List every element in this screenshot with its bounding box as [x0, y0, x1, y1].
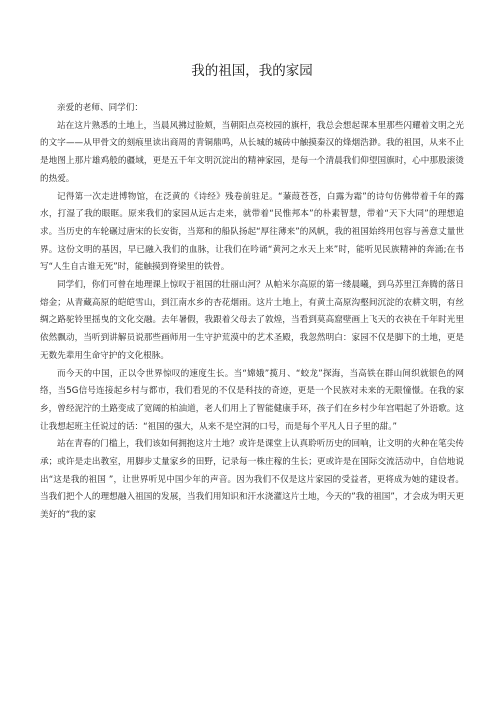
paragraph-4: 而今天的中国，正以令世界惊叹的速度生长。当“嫦娥”揽月、“蛟龙”探海，当高铁在群山间织就银色的网络，当5G信号连接起乡村与都市，我们看见的不仅是科技的奇迹，更是一个民族对未来的无限憧憬。在我的家乡，曾经泥泞的土路变成了宽阔的柏油道，老人们用上了智能健康手环，孩子们在乡村少年宫唱起了外语歌。这让我想起班主任说过的话：“祖国的强大，从来不是空洞的口号，而是每个平凡人日子里的甜。”: [40, 368, 464, 432]
paragraph-1: 站在这片熟悉的土地上，当晨风拂过脸颊，当朝阳点亮校园的旗杆，我总会想起课本里那些闪耀着文明之光的文字——从甲骨文的刻痕里读出商周的青铜鼎鸣，从长城的城砖中触摸秦汉的烽烟浩渺。我的祖国，从来不止是地图上那片雄鸡般的疆域，更是五千年文明沉淀出的精神家园，是每一个清晨我们仰望国旗时，心中那股滚烫的热爱。: [40, 120, 464, 184]
paragraph-2: 记得第一次走进博物馆，在泛黄的《诗经》残卷前驻足。“蒹葭苍苍，白露为霜”的诗句仿佛带着千年的露水，打湿了我的眼眶。原来我们的家园从远古走来，就带着“民惟邦本”的朴素智慧，带着“天下大同”的理想追求。当历史的车轮碾过唐宋的长安街，当郑和的船队扬起“厚往薄来”的风帆，我的祖国始终用包容与善意丈量世界。这份文明的基因，早已融入我们的血脉，让我们在吟诵“黄河之水天上来”时，能听见民族精神的奔涌;在书写“人生自古谁无死”时，能触摸到脊梁里的铁骨。: [40, 191, 464, 273]
salutation: 亲爱的老师、同学们：: [57, 103, 143, 113]
document-title: 我的祖国，我的家园: [191, 63, 313, 79]
paragraph-5: 站在青春的门槛上，我们该如何拥抱这片土地？或许是课堂上认真聆听历史的回响，让文明的火种在笔尖传承；或许是走出教室，用脚步丈量家乡的田野，记录每一株庄稼的生长；更或许是在国际交流活动中，自信地说出“这是我的祖国 ”，让世界听见中国少年的声音。因为我们不仅是这片家园的受益者，更将成为她的建设者。当我们把个人的理想融入祖国的发展，当我们用知识和汗水浇灌这片土地，今天的”我的祖国”，才会成为明天更美好的“我的家: [40, 439, 464, 521]
paragraph-3: 同学们，你们可曾在地理课上惊叹于祖国的壮丽山河？从帕米尔高原的第一缕晨曦，到乌苏里江奔腾的落日熔金；从青藏高原的皑皑雪山，到江南水乡的杏花烟雨。这片土地上，有黄土高原沟壑间沉淀的农耕文明，有丝绸之路驼铃里摇曳的文化交融。去年暑假，我跟着父母去了敦煌，当看到莫高窟壁画上飞天的衣袂在千年时光里依然飘动，当听到讲解员说那些画师用一生守护荒漠中的艺术圣殿，我忽然明白：家园不仅是脚下的土地，更是无数先辈用生命守护的文化根脉。: [40, 280, 464, 361]
